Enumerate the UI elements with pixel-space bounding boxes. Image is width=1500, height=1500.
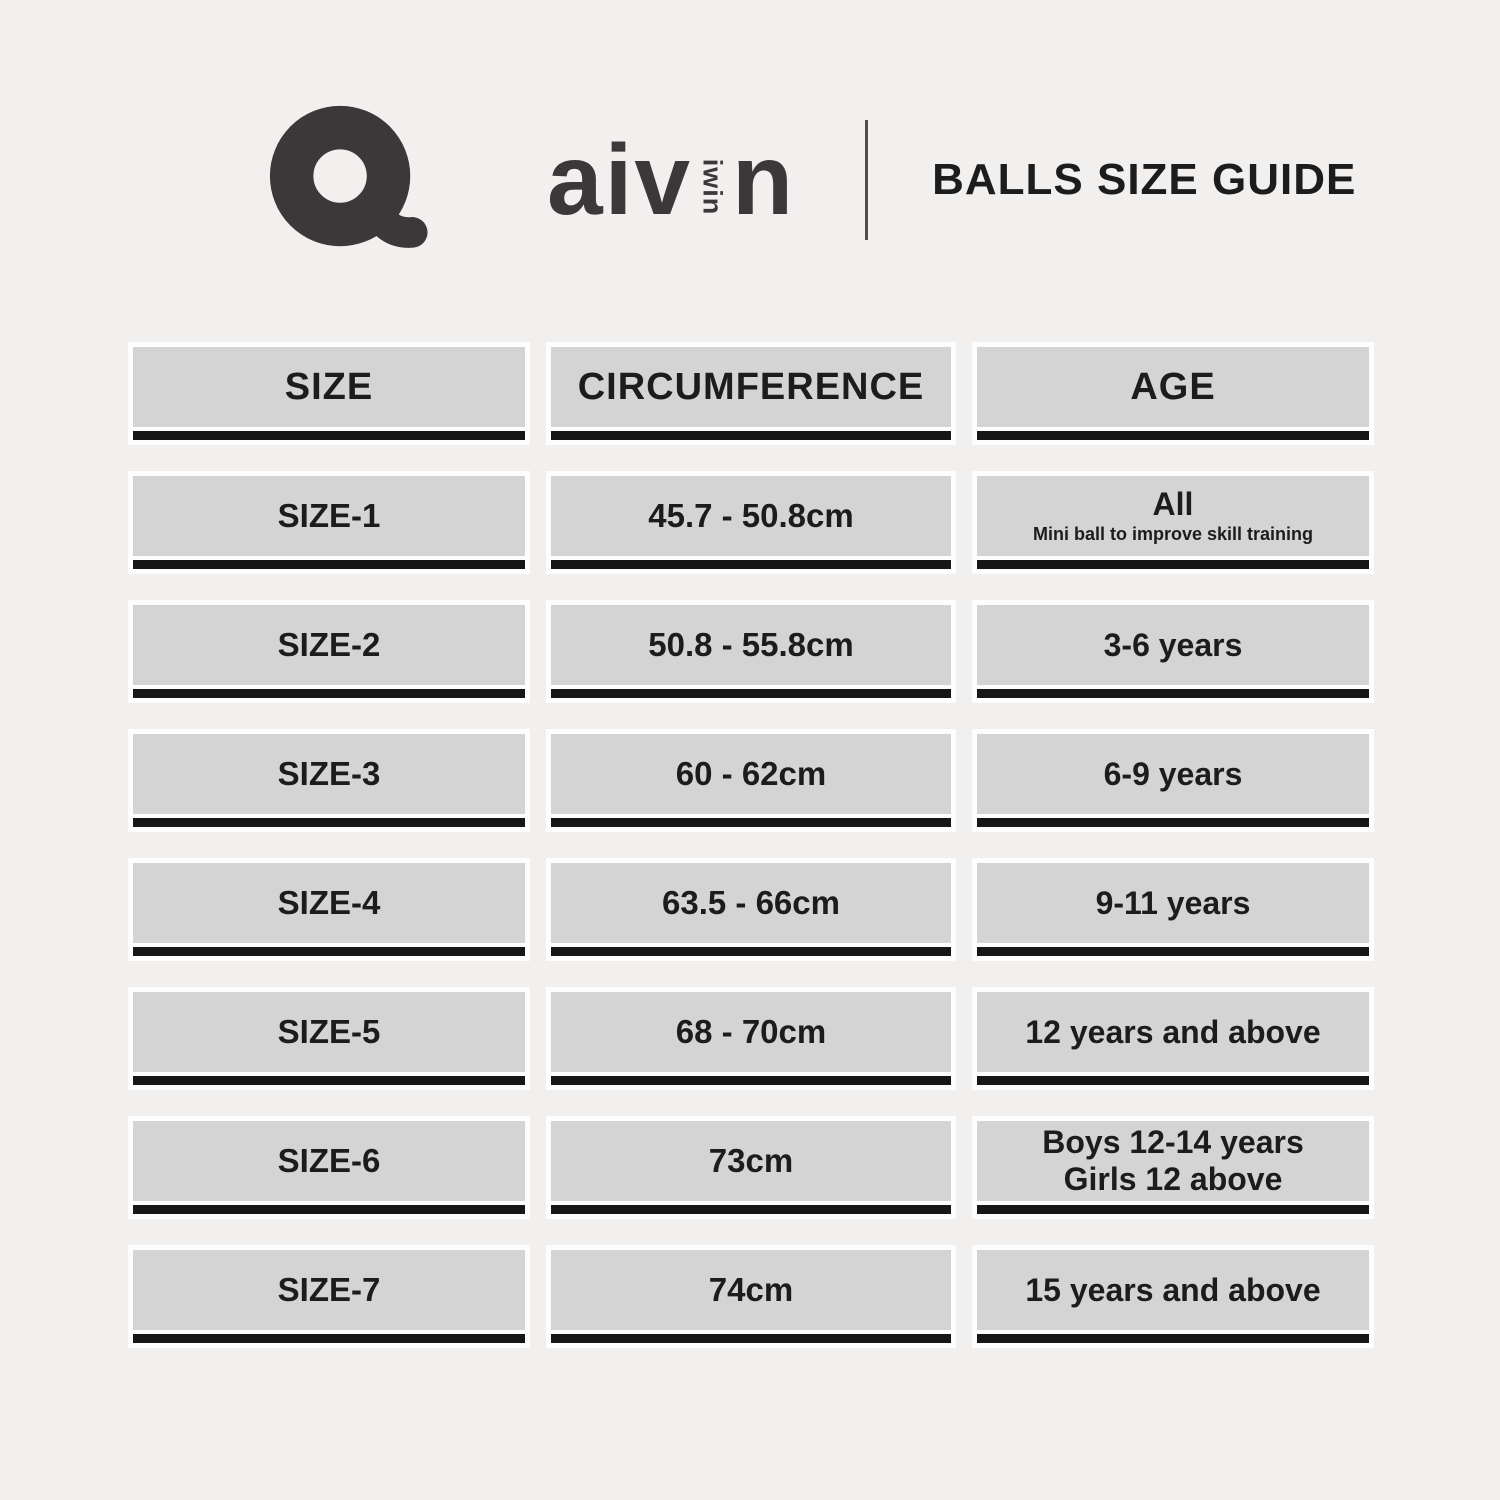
wordmark-vertical-i [696, 157, 728, 217]
circumference-cell [546, 858, 956, 961]
circumference-cell-box [551, 992, 951, 1072]
circumference-value: 60 - 62cm [675, 754, 827, 792]
age-cell-box [977, 476, 1369, 556]
table-row [128, 1116, 1374, 1219]
size-cell [128, 858, 530, 961]
circumference-value: 63.5 - 66cm [662, 883, 840, 921]
column-header-size: SIZE [284, 365, 374, 408]
cell-underline [977, 689, 1369, 698]
age-cell-box [977, 863, 1369, 943]
circumference-cell-box [551, 734, 951, 814]
header [263, 100, 1500, 260]
header-cell-size [128, 342, 530, 445]
aivin-logo-mark-icon [263, 104, 431, 256]
age-cell [972, 471, 1374, 574]
table-header-row [128, 342, 1374, 445]
cell-underline [977, 1076, 1369, 1085]
circumference-value: 73cm [708, 1141, 794, 1179]
circumference-value: 50.8 - 55.8cm [648, 625, 854, 663]
size-cell-box [133, 863, 525, 943]
age-cell-box [977, 1250, 1369, 1330]
size-cell [128, 1245, 530, 1348]
size-cell [128, 471, 530, 574]
age-value: 6-9 years [1103, 755, 1243, 792]
cell-underline [133, 1334, 525, 1343]
age-value: 3-6 years [1103, 626, 1243, 663]
size-cell [128, 987, 530, 1090]
circumference-cell-box [551, 1250, 951, 1330]
age-note: Mini ball to improve skill training [1032, 523, 1314, 544]
age-cell [972, 729, 1374, 832]
header-divider [865, 120, 868, 240]
size-cell-box [133, 605, 525, 685]
size-cell-box [133, 476, 525, 556]
cell-underline [551, 560, 951, 569]
table-row [128, 471, 1374, 574]
header-cell-box [551, 347, 951, 427]
circumference-value: 68 - 70cm [675, 1012, 827, 1050]
age-cell [972, 1245, 1374, 1348]
circumference-cell-box [551, 476, 951, 556]
circumference-cell-box [551, 605, 951, 685]
cell-underline [551, 431, 951, 440]
age-cell-box [977, 992, 1369, 1072]
table-row [128, 600, 1374, 703]
size-value: SIZE-6 [277, 1141, 381, 1179]
age-cell-box [977, 605, 1369, 685]
header-cell-circumference [546, 342, 956, 445]
cell-underline [977, 818, 1369, 827]
cell-underline [133, 947, 525, 956]
size-cell [128, 729, 530, 832]
age-value: 12 years and above [1025, 1013, 1321, 1050]
cell-underline [133, 431, 525, 440]
size-value: SIZE-2 [277, 625, 381, 663]
header-cell-age [972, 342, 1374, 445]
cell-underline [551, 1205, 951, 1214]
circumference-cell-box [551, 863, 951, 943]
cell-underline [133, 1076, 525, 1085]
circumference-value: 45.7 - 50.8cm [648, 496, 854, 534]
cell-underline [551, 1076, 951, 1085]
table-row [128, 987, 1374, 1090]
cell-underline [551, 947, 951, 956]
brand-logo [263, 104, 795, 256]
size-value: SIZE-1 [277, 496, 381, 534]
circumference-value: 74cm [708, 1270, 794, 1308]
age-value: 15 years and above [1025, 1271, 1321, 1308]
cell-underline [977, 431, 1369, 440]
age-value: All [1152, 485, 1194, 522]
column-header-circumference: CIRCUMFERENCE [577, 365, 925, 408]
table-row [128, 729, 1374, 832]
circumference-cell [546, 471, 956, 574]
size-cell-box [133, 1250, 525, 1330]
cell-underline [133, 818, 525, 827]
circumference-cell [546, 729, 956, 832]
age-cell-box [977, 1121, 1369, 1201]
circumference-cell [546, 600, 956, 703]
header-cell-box [977, 347, 1369, 427]
age-cell [972, 600, 1374, 703]
size-value: SIZE-3 [277, 754, 381, 792]
age-cell [972, 1116, 1374, 1219]
page-title: BALLS SIZE GUIDE [932, 155, 1357, 204]
cell-underline [977, 1334, 1369, 1343]
circumference-cell [546, 1116, 956, 1219]
cell-underline [551, 1334, 951, 1343]
cell-underline [133, 1205, 525, 1214]
brand-wordmark [547, 124, 796, 236]
cell-underline [551, 818, 951, 827]
cell-underline [977, 560, 1369, 569]
size-cell-box [133, 734, 525, 814]
table-body [128, 471, 1374, 1348]
wordmark-suffix: n [732, 124, 796, 236]
age-cell [972, 987, 1374, 1090]
wordmark-vertical-text: iwin [697, 158, 728, 216]
circumference-cell-box [551, 1121, 951, 1201]
age-cell-box [977, 734, 1369, 814]
column-header-age: AGE [1130, 365, 1216, 408]
age-value: Boys 12-14 years [1042, 1124, 1304, 1161]
size-cell-box [133, 1121, 525, 1201]
size-cell [128, 600, 530, 703]
cell-underline [133, 689, 525, 698]
cell-underline [551, 689, 951, 698]
table-row [128, 1245, 1374, 1348]
table-row [128, 858, 1374, 961]
circumference-cell [546, 1245, 956, 1348]
circumference-cell [546, 987, 956, 1090]
wordmark-prefix: aiv [547, 124, 693, 236]
size-value: SIZE-4 [277, 883, 381, 921]
cell-underline [977, 947, 1369, 956]
age-value-line2: Girls 12 above [1063, 1161, 1283, 1197]
cell-underline [133, 560, 525, 569]
size-value: SIZE-7 [277, 1270, 381, 1308]
age-cell [972, 858, 1374, 961]
size-cell-box [133, 992, 525, 1072]
age-value: 9-11 years [1095, 884, 1251, 921]
size-value: SIZE-5 [277, 1012, 381, 1050]
header-cell-box [133, 347, 525, 427]
size-guide-table [128, 342, 1374, 1348]
cell-underline [977, 1205, 1369, 1214]
size-cell [128, 1116, 530, 1219]
